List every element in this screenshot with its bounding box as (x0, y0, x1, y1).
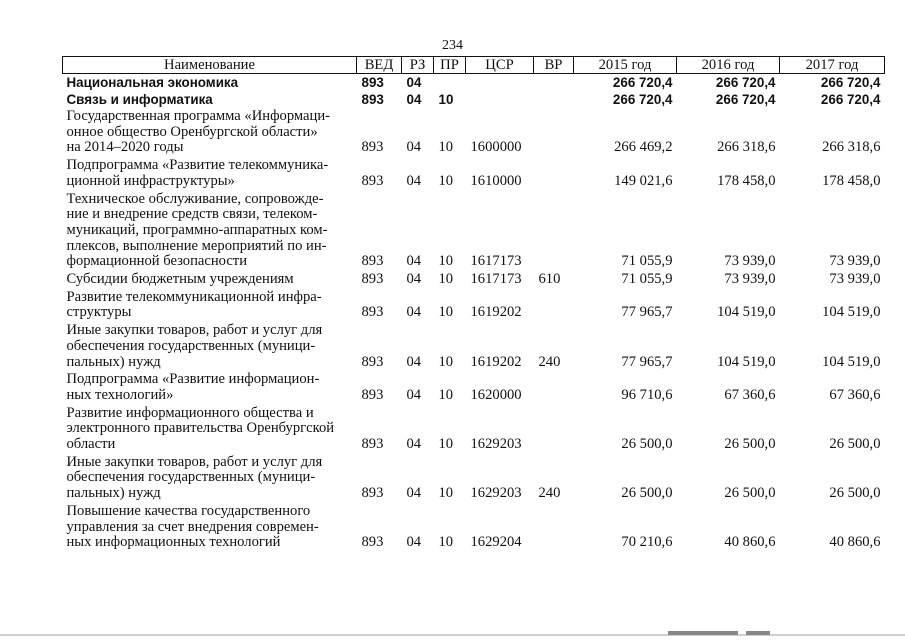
name-line: Субсидии бюджетным учреждениям (66, 271, 294, 288)
cell-2017: 73 939,0 (829, 253, 881, 270)
name-line: пальных) нужд (66, 485, 161, 502)
budget-table (62, 56, 885, 552)
name-line: онное общество Оренбургской области» (66, 123, 318, 140)
cell-2015: 266 469,2 (614, 139, 673, 156)
cell-rz: 04 (406, 353, 422, 370)
cell-name (63, 371, 357, 404)
name-line: Развитие информационного общества и (66, 404, 314, 421)
table-row (63, 503, 885, 552)
table-row (63, 371, 885, 404)
scan-mark (746, 631, 770, 635)
cell-ved: 893 (361, 534, 384, 551)
table-header-row (63, 57, 885, 74)
cell-2016: 266 318,6 (717, 139, 776, 156)
header-2015: 2015 год (574, 57, 677, 74)
cell-2016: 266 720,4 (715, 75, 776, 90)
name-line: области (66, 436, 116, 453)
cell-csr: 1629204 (470, 534, 522, 551)
cell-2016: 104 519,0 (717, 304, 776, 321)
cell-2015: 96 710,6 (621, 386, 673, 403)
cell-name (63, 157, 357, 190)
cell-csr (466, 91, 534, 108)
cell-vr (534, 371, 574, 404)
table-row (63, 108, 885, 157)
cell-rz: 04 (406, 534, 422, 551)
cell-2017: 266 318,6 (822, 139, 881, 156)
name-line: на 2014–2020 годы (66, 139, 184, 156)
cell-2017: 26 500,0 (829, 436, 881, 453)
table-row (63, 289, 885, 322)
table-row (63, 191, 885, 272)
cell-csr: 1610000 (470, 172, 522, 189)
scan-mark (668, 631, 738, 635)
header-ved: ВЕД (357, 57, 402, 74)
header-name: Наименование (63, 57, 357, 74)
cell-csr: 1629203 (470, 436, 522, 453)
cell-csr: 1617173 (470, 271, 522, 288)
cell-2017: 266 720,4 (820, 75, 881, 90)
cell-2017: 26 500,0 (829, 485, 881, 502)
cell-name (63, 405, 357, 454)
table-row (63, 322, 885, 371)
table-row (63, 91, 885, 108)
name-line: Развитие телекоммуникационной инфра- (66, 288, 322, 305)
name-line: Подпрограмма «Развитие телекоммуника- (66, 157, 329, 174)
header-pr: ПР (434, 57, 466, 74)
cell-pr: 10 (438, 139, 454, 156)
cell-2016: 73 939,0 (724, 253, 776, 270)
cell-csr: 1600000 (470, 139, 522, 156)
cell-2015: 71 055,9 (621, 253, 673, 270)
cell-name (63, 108, 357, 157)
cell-vr (534, 289, 574, 322)
cell-rz: 04 (406, 436, 422, 453)
name-line: электронного правительства Оренбургской (66, 420, 335, 437)
cell-2015: 26 500,0 (621, 485, 673, 502)
cell-2016: 67 360,6 (724, 386, 776, 403)
table-row (63, 157, 885, 190)
cell-vr (534, 108, 574, 157)
cell-name (63, 503, 357, 552)
name-line: ционной инфраструктуры» (66, 172, 235, 189)
header-2016: 2016 год (677, 57, 780, 74)
cell-rz: 04 (406, 172, 422, 189)
header-csr: ЦСР (466, 57, 534, 74)
header-2017: 2017 год (780, 57, 885, 74)
cell-2015: 77 965,7 (621, 304, 673, 321)
cell-rz: 04 (406, 304, 422, 321)
cell-name (63, 289, 357, 322)
cell-rz: 04 (406, 271, 422, 288)
cell-name (63, 191, 357, 272)
cell-name: Связь и информатика (66, 92, 213, 107)
cell-pr: 10 (438, 271, 454, 288)
cell-ved: 893 (361, 353, 384, 370)
cell-2015: 149 021,6 (614, 172, 673, 189)
cell-rz: 04 (406, 139, 422, 156)
name-line: ных технологий» (66, 386, 174, 403)
cell-rz: 04 (406, 485, 422, 502)
cell-rz: 04 (406, 92, 422, 107)
cell-pr: 10 (438, 436, 454, 453)
cell-vr: 610 (538, 271, 561, 288)
cell-pr: 10 (438, 485, 454, 502)
name-line: управления за счет внедрения современ- (66, 518, 319, 535)
cell-pr (434, 74, 466, 92)
cell-2015: 266 720,4 (612, 75, 673, 90)
cell-2015: 71 055,9 (621, 271, 673, 288)
cell-name (63, 322, 357, 371)
cell-2017: 178 458,0 (822, 172, 881, 189)
name-line: обеспечения государственных (муници- (66, 469, 316, 486)
cell-2016: 40 860,6 (724, 534, 776, 551)
cell-pr: 10 (438, 534, 454, 551)
cell-ved: 893 (361, 172, 384, 189)
cell-ved: 893 (361, 253, 384, 270)
cell-vr (534, 405, 574, 454)
cell-ved: 893 (361, 436, 384, 453)
cell-2015: 266 720,4 (612, 92, 673, 107)
cell-2016: 73 939,0 (724, 271, 776, 288)
cell-vr: 240 (538, 485, 561, 502)
cell-pr: 10 (438, 172, 454, 189)
cell-rz: 04 (406, 386, 422, 403)
cell-csr: 1619202 (470, 304, 522, 321)
cell-csr: 1619202 (470, 353, 522, 370)
header-vr: ВР (534, 57, 574, 74)
table-body (63, 74, 885, 552)
cell-2017: 104 519,0 (822, 353, 881, 370)
cell-name: Национальная экономика (66, 75, 239, 90)
cell-2017: 104 519,0 (822, 304, 881, 321)
cell-2017: 67 360,6 (829, 386, 881, 403)
cell-vr (534, 191, 574, 272)
name-line: Государственная программа «Информаци- (66, 108, 330, 124)
cell-pr: 10 (438, 386, 454, 403)
cell-2015: 26 500,0 (621, 436, 673, 453)
cell-2015: 70 210,6 (621, 534, 673, 551)
cell-pr: 10 (438, 253, 454, 270)
cell-2015: 77 965,7 (621, 353, 673, 370)
name-line: Повышение качества государственного (66, 502, 311, 519)
page-number: 234 (442, 38, 463, 53)
cell-ved: 893 (361, 271, 384, 288)
table-row (63, 74, 885, 92)
name-line: муникаций, программно-аппаратных ком- (66, 221, 328, 238)
name-line: Иные закупки товаров, работ и услуг для (66, 322, 323, 339)
cell-vr (534, 74, 574, 92)
name-line: плексов, выполнение мероприятий по ин- (66, 237, 327, 254)
cell-ved: 893 (361, 92, 384, 107)
table-row (63, 454, 885, 503)
cell-ved: 893 (361, 75, 384, 90)
cell-2016: 266 720,4 (715, 92, 776, 107)
cell-pr: 10 (438, 353, 454, 370)
cell-2017: 73 939,0 (829, 271, 881, 288)
cell-rz: 04 (406, 253, 422, 270)
name-line: обеспечения государственных (муници- (66, 337, 316, 354)
cell-ved: 893 (361, 386, 384, 403)
name-line: Подпрограмма «Развитие информацион- (66, 371, 320, 388)
cell-name (63, 454, 357, 503)
cell-2017: 266 720,4 (820, 92, 881, 107)
name-line: ние и внедрение средств связи, телеком- (66, 206, 318, 223)
name-line: ных информационных технологий (66, 534, 281, 551)
cell-csr: 1629203 (470, 485, 522, 502)
cell-ved: 893 (361, 139, 384, 156)
name-line: формационной безопасности (66, 253, 247, 270)
cell-rz: 04 (406, 75, 422, 90)
header-rz: РЗ (402, 57, 434, 74)
name-line: пальных) нужд (66, 353, 161, 370)
cell-vr (534, 91, 574, 108)
table-row (63, 271, 885, 289)
cell-2016: 178 458,0 (717, 172, 776, 189)
cell-csr: 1617173 (470, 253, 522, 270)
name-line: Иные закупки товаров, работ и услуг для (66, 453, 323, 470)
cell-2016: 26 500,0 (724, 485, 776, 502)
cell-name (63, 271, 357, 289)
name-line: структуры (66, 304, 132, 321)
name-line: Техническое обслуживание, сопровожде- (66, 190, 324, 207)
cell-2017: 40 860,6 (829, 534, 881, 551)
cell-csr: 1620000 (470, 386, 522, 403)
cell-vr: 240 (538, 353, 561, 370)
cell-2016: 26 500,0 (724, 436, 776, 453)
cell-csr (466, 74, 534, 92)
table-row (63, 405, 885, 454)
cell-2016: 104 519,0 (717, 353, 776, 370)
cell-ved: 893 (361, 304, 384, 321)
cell-vr (534, 503, 574, 552)
cell-vr (534, 157, 574, 190)
cell-pr: 10 (438, 304, 454, 321)
cell-ved: 893 (361, 485, 384, 502)
cell-pr: 10 (438, 92, 454, 107)
